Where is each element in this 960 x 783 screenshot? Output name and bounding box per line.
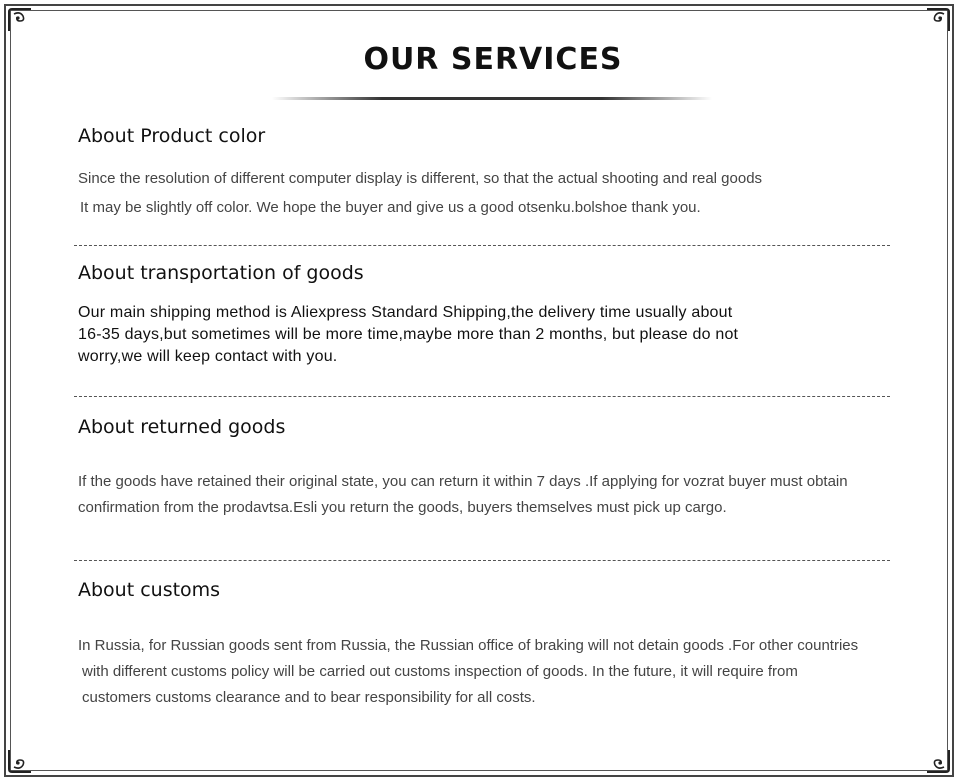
section-heading-returned-goods: About returned goods bbox=[78, 416, 286, 438]
section-text-line: 16-35 days,but sometimes will be more time,maybe more than 2 months, but please do not bbox=[78, 326, 739, 343]
page-title: OUR SERVICES bbox=[363, 42, 623, 77]
section-heading-transportation: About transportation of goods bbox=[78, 262, 364, 284]
section-text-line: customers customs clearance and to bear responsibility for all costs. bbox=[82, 689, 536, 706]
section-text-line: worry,we will keep contact with you. bbox=[78, 348, 338, 365]
section-text-line: confirmation from the prodavtsa.Esli you return the goods, buyers themselves must pick up cargo. bbox=[78, 499, 727, 516]
ornamental-corner-icon bbox=[924, 6, 952, 34]
section-divider bbox=[74, 245, 890, 246]
section-text-line: In Russia, for Russian goods sent from Russia, the Russian office of braking will not detain goods .For other countries bbox=[78, 637, 859, 654]
section-text-line: If the goods have retained their original state, you can return it within 7 days .If applying for vozrat buyer must obtain bbox=[78, 473, 848, 490]
section-divider bbox=[74, 560, 890, 561]
section-text-line: Our main shipping method is Aliexpress Standard Shipping,the delivery time usually about bbox=[78, 304, 733, 321]
section-text-line: It may be slightly off color. We hope the buyer and give us a good otsenku.bolshoe thank you. bbox=[80, 199, 701, 216]
section-text-line: Since the resolution of different computer display is different, so that the actual shooting and real goods bbox=[78, 170, 763, 187]
ornamental-corner-icon bbox=[6, 6, 34, 34]
ornamental-corner-icon bbox=[924, 747, 952, 775]
section-text-line: with different customs policy will be carried out customs inspection of goods. In the future, it will require from bbox=[82, 663, 798, 680]
ornamental-corner-icon bbox=[6, 747, 34, 775]
section-heading-customs: About customs bbox=[78, 579, 221, 601]
title-underline bbox=[272, 97, 712, 100]
section-divider bbox=[74, 396, 890, 397]
section-heading-product-color: About Product color bbox=[78, 125, 266, 147]
